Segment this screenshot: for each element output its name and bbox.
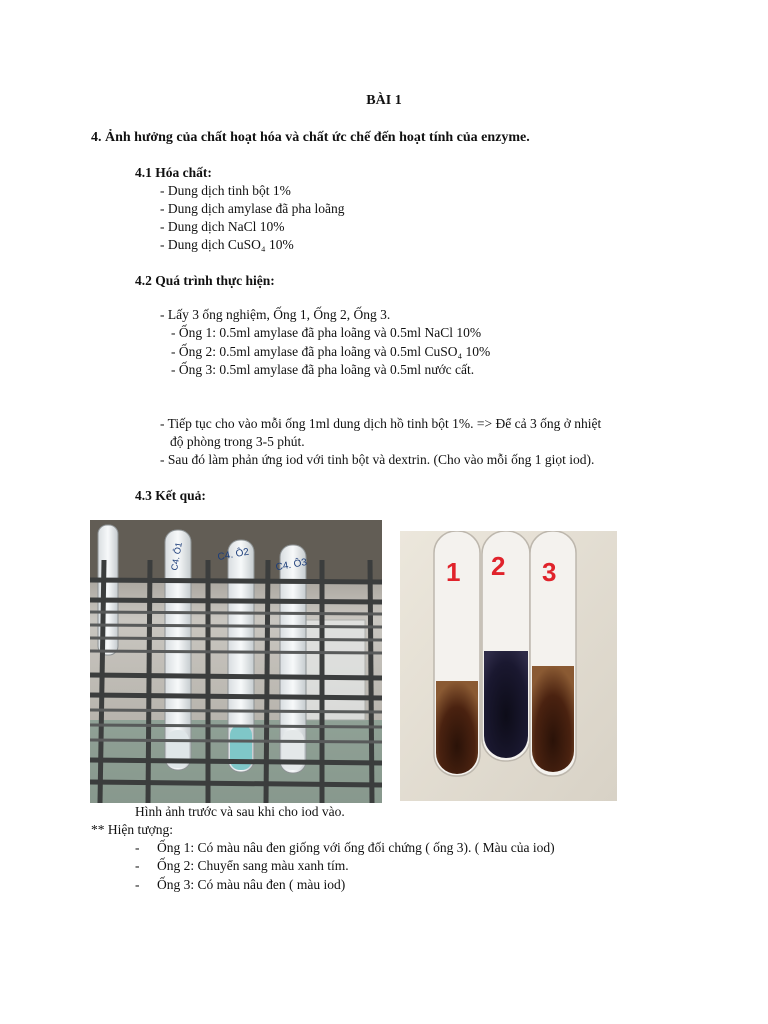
results-heading: 4.3 Kết quả: (135, 488, 206, 503)
observation-item (135, 840, 555, 856)
photo-after-iodine (400, 531, 617, 801)
procedure-tube: - Ống 2: 0.5ml amylase đã pha loãng và 0.5ml CuSO₄ 10% (171, 344, 491, 359)
section-heading: 4. Ảnh hưởng của chất hoạt hóa và chất ức chế đến hoạt tính của enzyme. (91, 130, 530, 145)
photo-before-iodine (90, 520, 382, 803)
observation-item (135, 858, 349, 874)
observation-text: Ống 3: Có màu nâu đen ( màu iod) (157, 877, 346, 892)
tube-number: 3 (542, 557, 557, 587)
tube-number: 2 (491, 551, 506, 581)
observation-text: Ống 1: Có màu nâu đen giống với ống đối chứng ( ống 3). ( Màu của iod) (157, 840, 555, 855)
observation-text: Ống 2: Chuyển sang màu xanh tím. (157, 858, 349, 873)
procedure-heading: 4.2 Quá trình thực hiện: (135, 273, 275, 288)
tube-label-left: C4. Ô1 (169, 541, 184, 572)
test-tube (482, 531, 530, 761)
chemical-item: - Dung dịch CuSO₄ 10% (160, 237, 294, 252)
procedure-step: - Sau đó làm phản ứng iod với tinh bột và dextrin. (Cho vào mỗi ống 1 giọt iod). (160, 452, 595, 467)
procedure-step-cont: độ phòng trong 3-5 phút. (170, 434, 305, 449)
photo-caption: Hình ảnh trước và sau khi cho iod vào. (135, 804, 345, 819)
tube-label-left: C4. Ô2 (216, 546, 250, 564)
chemicals-heading: 4.1 Hóa chất: (135, 165, 212, 180)
tube-label-left: C4. Ô3 (274, 557, 308, 574)
procedure-tube: - Ống 1: 0.5ml amylase đã pha loãng và 0.5ml NaCl 10% (171, 325, 482, 340)
chemical-item: - Dung dịch tinh bột 1% (160, 183, 291, 198)
chemical-item: - Dung dịch amylase đã pha loãng (160, 201, 345, 216)
page-title: BÀI 1 (366, 93, 402, 108)
test-tube (228, 540, 254, 772)
dash-bullet: - (135, 840, 140, 855)
procedure-step: - Tiếp tục cho vào mỗi ống 1ml dung dịch hồ tinh bột 1%. => Để cả 3 ống ở nhiệt (160, 416, 602, 431)
procedure-intro: - Lấy 3 ống nghiệm, Ống 1, Ống 2, Ống 3. (160, 307, 391, 322)
dash-bullet: - (135, 858, 140, 873)
observation-item (135, 877, 345, 893)
dash-bullet: - (135, 877, 140, 892)
chemical-item: - Dung dịch NaCl 10% (160, 219, 285, 234)
procedure-tube: - Ống 3: 0.5ml amylase đã pha loãng và 0.5ml nước cất. (171, 362, 475, 377)
phenomenon-heading: ** Hiện tượng: (91, 822, 173, 837)
tube-number: 1 (446, 557, 461, 587)
